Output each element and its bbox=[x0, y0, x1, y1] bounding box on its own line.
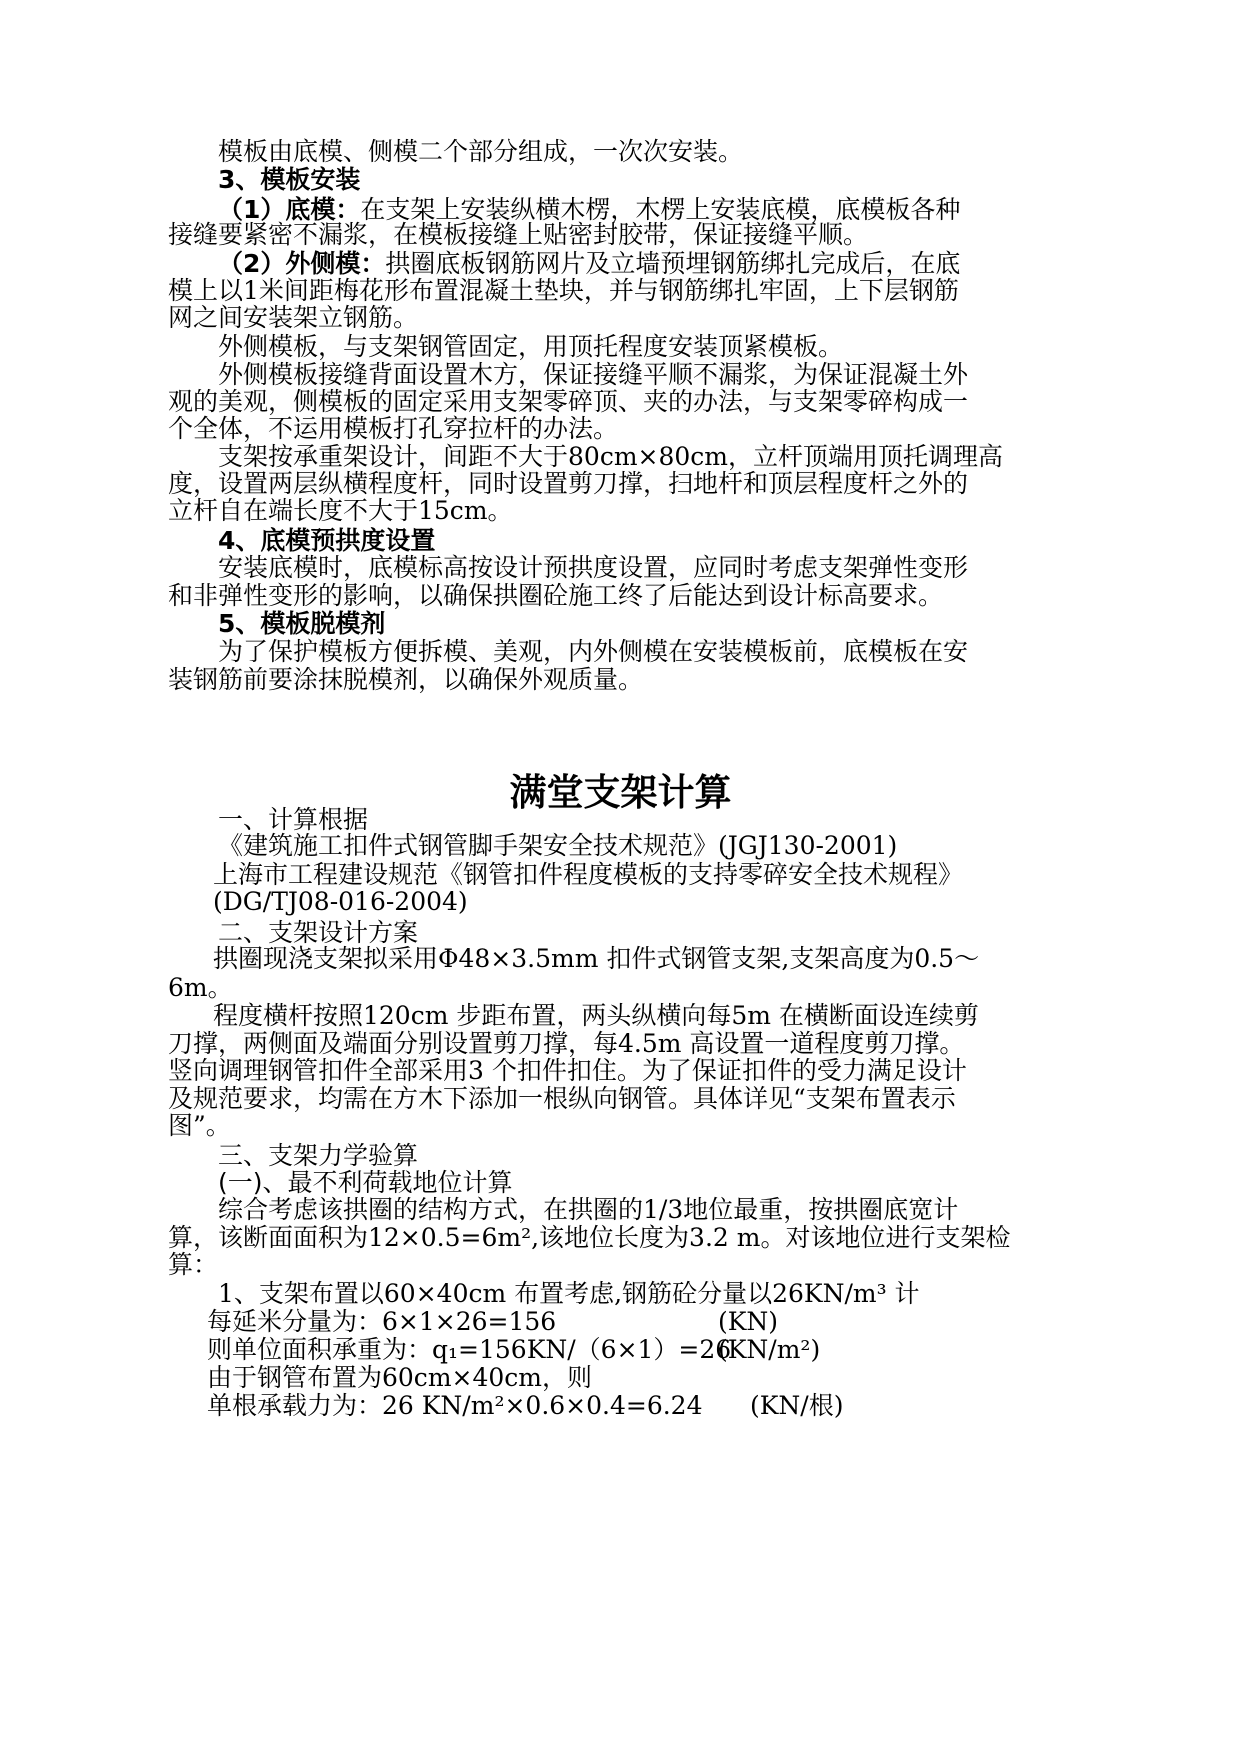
text-line: 算： bbox=[168, 1250, 219, 1279]
item-label: （1）底模： bbox=[218, 195, 361, 224]
text-line: 6m。 bbox=[168, 973, 233, 1002]
section-heading: 三、支架力学验算 bbox=[218, 1141, 419, 1170]
formula-unit: (KN) bbox=[718, 1307, 779, 1336]
text-line: 立杆自在端长度不大于15cm。 bbox=[168, 496, 513, 525]
text-line: 算，该断面面积为12×0.5=6m²,该地位长度为3.2 m。对该地位进行支架检 bbox=[168, 1223, 1011, 1252]
subsection-heading: (一)、最不利荷载地位计算 bbox=[218, 1168, 513, 1197]
text-line: 外侧模板接缝背面设置木方，保证接缝平顺不漏浆，为保证混凝土外 bbox=[218, 360, 969, 389]
section-heading: 一、计算根据 bbox=[218, 805, 369, 834]
formula-line: 由于钢管布置为60cm×40cm，则 bbox=[207, 1363, 592, 1392]
text-line: 接缝要紧密不漏浆，在模板接缝上贴密封胶带，保证接缝平顺。 bbox=[168, 220, 869, 249]
section-heading-3: 3、模板安装 bbox=[218, 165, 361, 194]
page-title: 满堂支架计算 bbox=[509, 771, 732, 814]
text-line: 网之间安装架立钢筋。 bbox=[168, 303, 419, 332]
text-line: 安装底模时，底模标高按设计预拱度设置，应同时考虑支架弹性变形 bbox=[218, 553, 969, 582]
text-line: 刀撑，两侧面及端面分别设置剪刀撑，每4.5m 高设置一道程度剪刀撑。 bbox=[168, 1029, 965, 1058]
section-heading-4: 4、底模预拱度设置 bbox=[218, 526, 436, 555]
formula-line: 则单位面积承重为：q₁=156KN/（6×1）=26 bbox=[207, 1335, 732, 1364]
text-line: 装钢筋前要涂抹脱模剂，以确保外观质量。 bbox=[168, 665, 644, 694]
reference-line: 上海市工程建设规范《钢管扣件程度模板的支持零碎安全技术规程》 bbox=[213, 860, 964, 889]
section-heading-5: 5、模板脱模剂 bbox=[218, 609, 386, 638]
reference-code: (DG/TJ08-016-2004) bbox=[213, 887, 468, 916]
text-line: 观的美观，侧模板的固定采用支架零碎顶、夹的办法，与支架零碎构成一 bbox=[168, 387, 969, 416]
text-line: 支架按承重架设计，间距不大于80cm×80cm，立杆顶端用顶托调理高 bbox=[218, 442, 1003, 471]
item-text: 在支架上安装纵横木楞，木楞上安装底模，底模板各种 bbox=[360, 195, 961, 224]
text-line: 外侧模板，与支架钢管固定，用顶托程度安装顶紧模板。 bbox=[218, 332, 844, 361]
text-line: 和非弹性变形的影响，以确保拱圈砼施工终了后能达到设计标高要求。 bbox=[168, 581, 944, 610]
text-line: 模上以1米间距梅花形布置混凝土垫块，并与钢筋绑扎牢固，上下层钢筋 bbox=[168, 276, 959, 305]
text-line: 个全体，不运用模板打孔穿拉杆的办法。 bbox=[168, 414, 619, 443]
text-line: 竖向调理钢管扣件全部采用3 个扣件扣住。为了保证扣件的受力满足设计 bbox=[168, 1056, 967, 1085]
formula-unit: (KN/m²) bbox=[718, 1335, 821, 1364]
text-line: 及规范要求，均需在方木下添加一根纵向钢管。具体详见“支架布置表示 bbox=[168, 1084, 956, 1113]
formula-line: 单根承载力为：26 KN/m²×0.6×0.4=6.24 bbox=[207, 1391, 703, 1420]
text-line: 图”。 bbox=[168, 1111, 231, 1140]
item-label: （2）外侧模： bbox=[218, 249, 386, 278]
text-line: 拱圈现浇支架拟采用Φ48×3.5mm 扣件式钢管支架,支架高度为0.5～ bbox=[213, 944, 980, 973]
reference-line: 《建筑施工扣件式钢管脚手架安全技术规范》(JGJ130-2001) bbox=[218, 831, 898, 860]
text-line: 综合考虑该拱圈的结构方式，在拱圈的1/3地位最重，按拱圈底宽计 bbox=[218, 1195, 959, 1224]
text-line: 度，设置两层纵横程度杆，同时设置剪刀撑，扫地杆和顶层程度杆之外的 bbox=[168, 469, 969, 498]
section-heading: 二、支架设计方案 bbox=[218, 918, 419, 947]
item-text: 拱圈底板钢筋网片及立墙预埋钢筋绑扎完成后，在底 bbox=[385, 249, 961, 278]
text-line: 程度横杆按照120cm 步距布置，两头纵横向每5m 在横断面设连续剪 bbox=[213, 1001, 979, 1030]
text-line: 模板由底模、侧模二个部分组成，一次次安装。 bbox=[218, 137, 744, 166]
formula-line: 每延米分量为：6×1×26=156 bbox=[207, 1307, 557, 1336]
text-line: 为了保护模板方便拆模、美观，内外侧模在安装模板前，底模板在安 bbox=[218, 637, 969, 666]
text-line: 1、支架布置以60×40cm 布置考虑,钢筋砼分量以26KN/m³ 计 bbox=[218, 1279, 920, 1308]
formula-unit: (KN/根) bbox=[750, 1391, 844, 1420]
